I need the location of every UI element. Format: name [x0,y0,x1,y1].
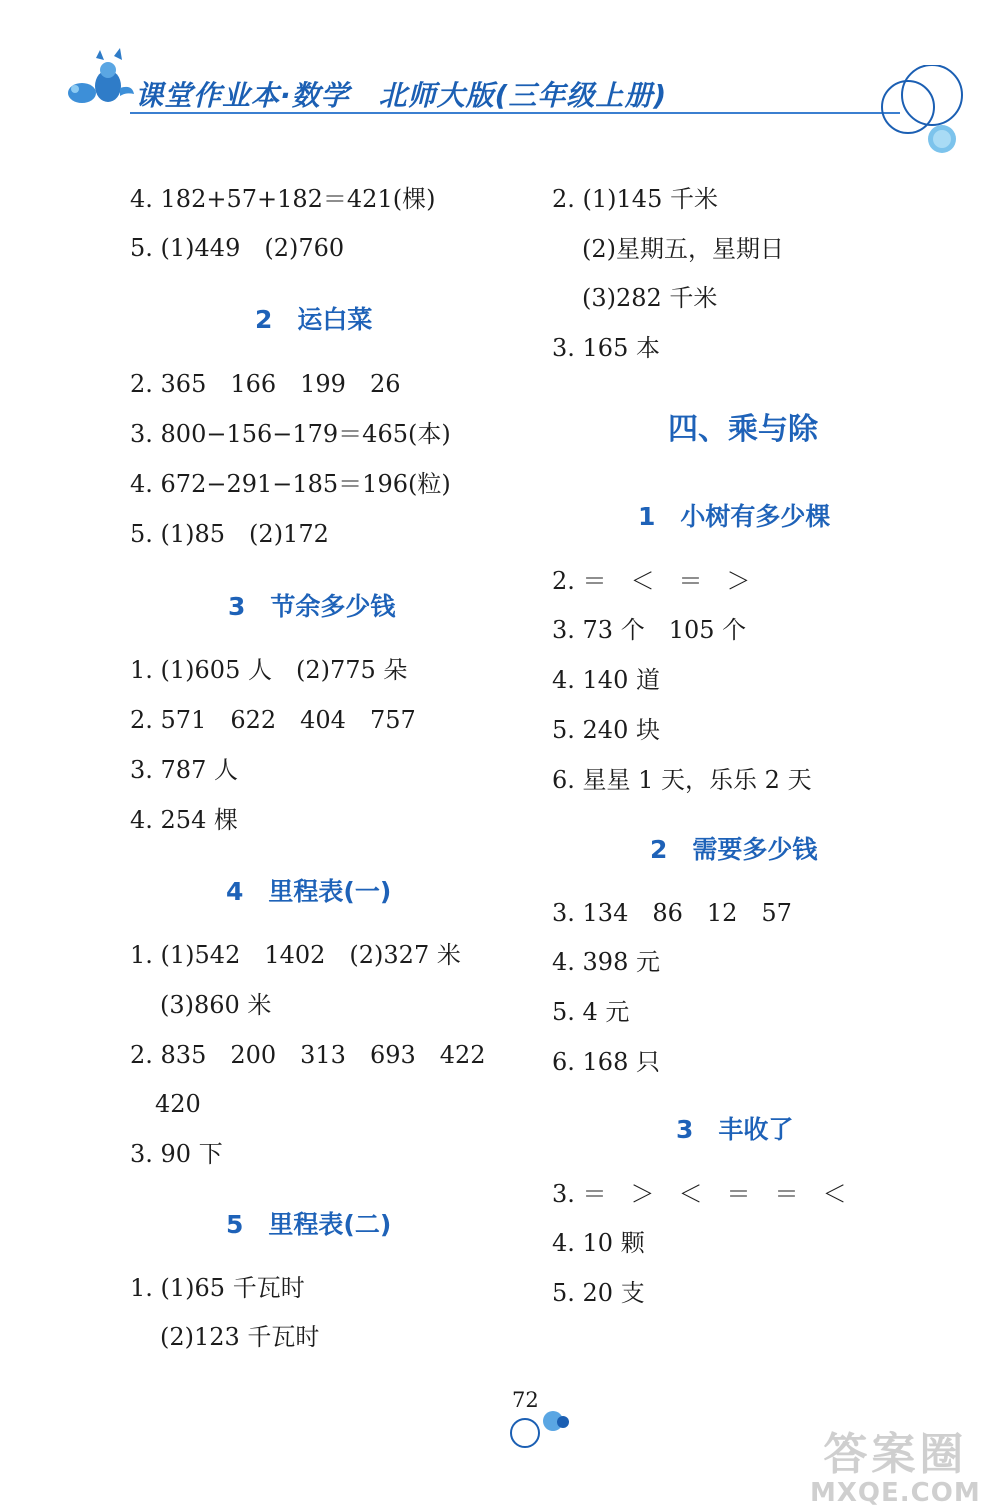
answer-line: 6. 168 只 [552,1048,660,1076]
cartoon-mascot-icon [60,48,135,108]
answer-line: 3. 90 下 [130,1140,223,1168]
section-heading: 2 需要多少钱 [650,835,818,864]
answer-line: (2)123 千瓦时 [160,1323,320,1351]
answer-line: 3. 800−156−179＝465(本) [130,420,451,448]
answer-line: 3. 73 个 105 个 [552,616,747,644]
answer-line: 3. 134 86 12 57 [552,899,792,927]
answer-line: 2. 571 622 404 757 [130,706,416,734]
section-heading: 1 小树有多少棵 [638,502,831,531]
answer-line: 2. ＝ ＜ ＝ ＞ [552,567,751,595]
answer-line: 4. 10 颗 [552,1229,645,1257]
answer-line: (3)860 米 [160,991,272,1019]
header-rule [130,112,900,114]
answer-line: 1. (1)542 1402 (2)327 米 [130,941,461,969]
answer-line: 2. 835 200 313 693 422 [130,1041,486,1069]
section-heading: 5 里程表(二) [226,1210,392,1239]
section-heading: 2 运白菜 [255,305,373,334]
answer-line: 5. 240 块 [552,716,660,744]
answer-line: 6. 星星 1 天，乐乐 2 天 [552,766,812,794]
answer-line: 2. 365 166 199 26 [130,370,401,398]
answer-line: 2. (1)145 千米 [552,185,718,213]
section-heading: 3 节余多少钱 [228,592,396,621]
answer-line: (2)星期五，星期日 [582,235,784,263]
answer-line: 420 [155,1090,201,1118]
page-number-circles-icon [505,1400,575,1450]
book-title: 课堂作业本·数学 北师大版(三年级上册) [135,79,668,112]
answer-line: 5. 20 支 [552,1279,645,1307]
answer-line: 4. 182+57+182＝421(棵) [130,185,436,213]
answer-line: 4. 672−291−185＝196(粒) [130,470,451,498]
answer-line: 1. (1)605 人 (2)775 朵 [130,656,408,684]
section-heading: 3 丰收了 [676,1115,794,1144]
answer-line: 4. 140 道 [552,666,660,694]
section-heading: 4 里程表(一) [226,877,392,906]
watermark-url: MXQE.COM [810,1478,981,1508]
answer-line: 5. 4 元 [552,998,630,1026]
answer-line: 3. 787 人 [130,756,238,784]
watermark [810,1418,981,1508]
decorative-circles-icon [880,65,980,160]
answer-line: 1. (1)65 千瓦时 [130,1274,305,1302]
answer-line: (3)282 千米 [582,284,718,312]
answer-line: 3. ＝ ＞ ＜ ＝ ＝ ＜ [552,1180,847,1208]
answer-line: 4. 254 棵 [130,806,238,834]
page-number: 72 [512,1388,539,1412]
answer-line: 5. (1)85 (2)172 [130,520,329,548]
unit-heading: 四、乘与除 [668,412,818,447]
answer-line: 4. 398 元 [552,948,660,976]
answer-line: 3. 165 本 [552,334,660,362]
page-header [0,0,1000,160]
watermark-logo-text: 答案圈 [823,1429,968,1480]
answer-line: 5. (1)449 (2)760 [130,234,345,262]
